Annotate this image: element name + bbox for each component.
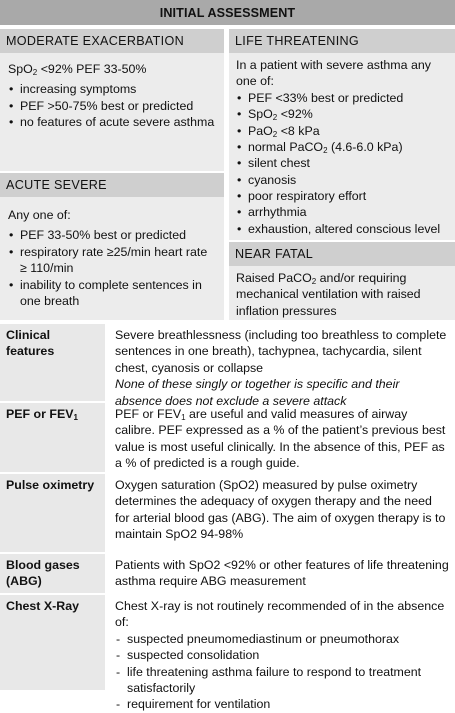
list-item: - suspected consolidation: [115, 647, 449, 663]
row-body-pef: PEF or $FEV_1$ are useful and valid measures of airway calibre. PEF expressed as a % of the patient’s previous best value is most useful clinically. In the absence of this, PEF as a % of predicted is a rough guide.: [115, 407, 446, 471]
list-item: • exhaustion, altered conscious level: [236, 221, 449, 237]
list-item: - requirement for ventilation: [115, 696, 449, 712]
near-fatal-panel: [229, 266, 455, 320]
row-body-clinical-features: Severe breathlessness (including too breathless to complete sentences in one breath), tachypnea, tachycardia, silent chest, cyanosis or collapse None of these singly or together is specific and their absence does not exclude a severe attack: [108, 324, 455, 401]
list-item: • arrhythmia: [236, 204, 449, 220]
life-list: [236, 90, 449, 237]
list-item: • PEF 33-50% best or predicted: [8, 227, 216, 243]
row-body-blood-gases: Patients with SpO2 <92% or other features of life threatening asthma require ABG measurement: [115, 558, 449, 589]
near-fatal-text: Raised PaCO$_2$ and/or requiring mechanical ventilation with raised inflation pressures: [236, 271, 421, 318]
acute-severe-title: ACUTE SEVERE: [0, 173, 224, 197]
row-label-pulse-oximetry: Pulse oximetry: [0, 474, 105, 552]
list-item: • normal PaCO$_2$ (4.6-6.0 kPa): [236, 139, 449, 155]
list-item: • respiratory rate ≥25/min heart rate ≥ 110/min: [8, 244, 216, 277]
list-item: • SpO$_2$ <92%: [236, 106, 449, 122]
list-item: • poor respiratory effort: [236, 188, 449, 204]
table-row: [0, 474, 455, 554]
list-item: - life threatening asthma failure to respond to treatment satisfactorily: [115, 664, 449, 697]
life-threatening-panel: [229, 53, 455, 240]
list-item: • PEF <33% best or predicted: [236, 90, 449, 106]
row-label-chest-xray: Chest X-Ray: [0, 595, 105, 690]
row-label-blood-gases: Blood gases (ABG): [0, 554, 105, 593]
list-item: • PEF >50-75% best or predicted: [8, 98, 216, 114]
life-threatening-title: LIFE THREATENING: [229, 29, 455, 53]
moderate-exacerbation-panel: [0, 53, 224, 171]
table-row: [0, 554, 455, 595]
xray-list: [115, 631, 449, 713]
life-intro: In a patient with severe asthma any one of:: [236, 58, 431, 89]
list-item: • silent chest: [236, 155, 449, 171]
moderate-list: [8, 81, 216, 130]
near-fatal-title: NEAR FATAL: [229, 242, 455, 266]
list-item: - suspected pneumomediastinum or pneumothorax: [115, 631, 449, 647]
table-row: [0, 403, 455, 474]
row-label-clinical-features: Clinical features: [0, 324, 105, 401]
table-row: [0, 324, 455, 408]
acute-intro: Any one of:: [8, 208, 71, 222]
clinical-note: None of these singly or together is specific and their absence does not exclude a severe attack: [115, 377, 400, 408]
moderate-exacerbation-title: MODERATE EXACERBATION: [0, 29, 224, 53]
list-item: • cyanosis: [236, 172, 449, 188]
list-item: • inability to complete sentences in one breath: [8, 277, 216, 310]
list-item: • PaO$_2$ <8 kPa: [236, 123, 449, 139]
acute-severe-panel: [0, 197, 224, 321]
row-body-pulse-oximetry: Oxygen saturation (SpO2) measured by pulse oximetry determines the adequacy of oxygen therapy and the need for arterial blood gas (ABG). The aim of oxygen therapy is to maintain SpO2 94-98%: [115, 478, 446, 542]
left-column: [0, 29, 224, 321]
moderate-criteria: SpO$_2$ <92% PEF 33-50%: [8, 62, 147, 77]
right-column: [229, 29, 455, 320]
table-row: [0, 595, 455, 712]
features-table: [0, 324, 455, 712]
row-label-pef: PEF or $FEV_1$: [0, 403, 105, 472]
row-body-chest-xray: Chest X-ray is not routinely recommended of in the absence of: - suspected pneumomediastinum or pneumothorax - suspected consolidation - life threatening asthma failure to respond to treatment satisfactorily - requirement for ventilation: [108, 595, 455, 690]
list-item: • no features of acute severe asthma: [8, 114, 216, 130]
page-title: INITIAL ASSESSMENT: [0, 0, 455, 27]
list-item: • increasing symptoms: [8, 81, 216, 97]
acute-list: [8, 227, 216, 309]
